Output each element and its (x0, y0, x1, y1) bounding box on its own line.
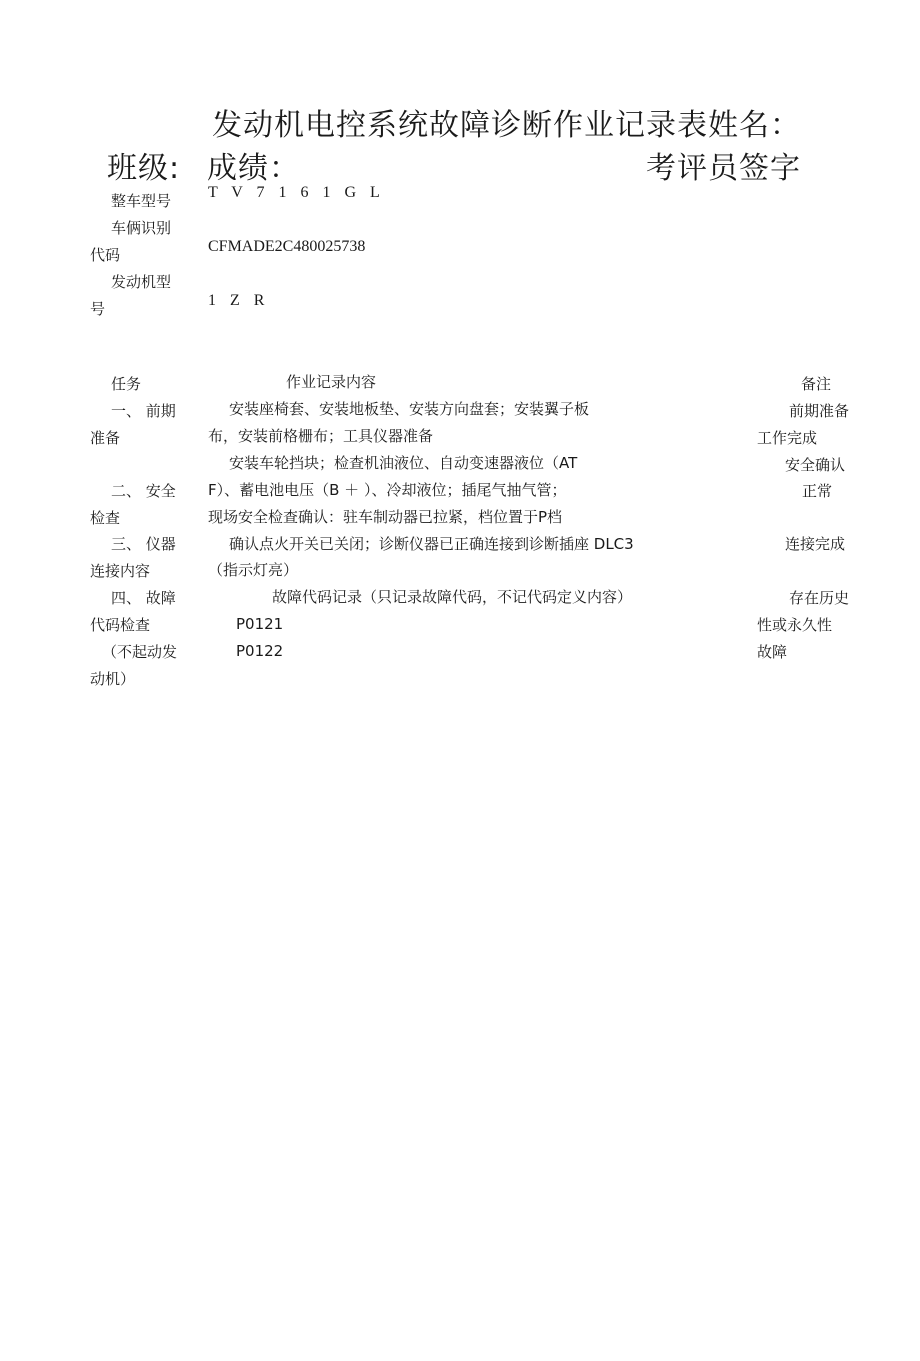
vin-label-line1: 车俩识别 (111, 219, 172, 237)
task-cell-line: （不起动发 (102, 643, 178, 661)
note-cell-line: 故障 (757, 643, 788, 661)
vehicle-model-label: 整车型号 (111, 192, 172, 210)
vin-label-line2: 代码 (90, 246, 121, 264)
note-cell-line: 存在历史 (789, 589, 850, 607)
content-cell-line: 安装座椅套、安装地板垫、安装方向盘套；安装翼子板 (229, 400, 590, 418)
content-cell-line: F）、蓄电池电压（B ＋ ）、冷却液位；插尾气抽气管； (208, 481, 567, 499)
vin-value: CFMADE2C480025738 (208, 238, 366, 255)
table-header-task: 任务 (111, 375, 142, 393)
table-header-content: 作业记录内容 (286, 373, 377, 391)
task-cell-line: 四、 故障 (111, 589, 176, 607)
engine-model-label-line2: 号 (90, 300, 106, 318)
content-cell-line: （指示灯亮） (208, 561, 299, 579)
task-cell-line: 动机） (90, 670, 136, 688)
task-cell-line: 二、 安全 (111, 482, 176, 500)
note-cell-line: 正常 (802, 482, 833, 500)
class-label: 班级: (107, 151, 181, 186)
content-cell-line: 布，安装前格栅布；工具仪器准备 (208, 427, 434, 445)
score-label: 成绩： (207, 151, 300, 186)
engine-model-value: 1 Z R (208, 292, 270, 309)
note-cell-line: 安全确认 (785, 456, 846, 474)
content-cell-line: 故障代码记录（只记录故障代码，不记代码定义内容） (272, 588, 633, 606)
task-cell-line: 准备 (90, 429, 121, 447)
vehicle-model-value: T V 7 1 6 1 G L (208, 184, 385, 201)
task-cell-line: 三、 仪器 (111, 535, 176, 553)
content-cell-line: 安装车轮挡块；检查机油液位、自动变速器液位（AT (229, 454, 578, 472)
content-cell-line: 确认点火开关已关闭；诊断仪器已正确连接到诊断插座 DLC3 (229, 535, 634, 553)
task-cell-line: 连接内容 (90, 562, 151, 580)
name-label: 姓名： (708, 108, 801, 143)
content-cell-line: 现场安全检查确认：驻车制动器已拉紧，档位置于P档 (208, 508, 563, 526)
task-cell-line: 一、 前期 (111, 402, 176, 420)
table-header-note: 备注 (801, 375, 832, 393)
note-cell-line: 工作完成 (757, 429, 818, 447)
note-cell-line: 连接完成 (785, 535, 846, 553)
engine-model-label-line1: 发动机型 (111, 273, 172, 291)
page-title: 发动机电控系统故障诊断作业记录表 (212, 108, 708, 143)
fault-code: P0121 (236, 615, 284, 633)
examiner-signature-label: 考评员签字 (646, 151, 801, 186)
task-cell-line: 代码检查 (90, 616, 151, 634)
note-cell-line: 前期准备 (789, 402, 850, 420)
task-cell-line: 检查 (90, 509, 121, 527)
note-cell-line: 性或永久性 (757, 616, 833, 634)
fault-code: P0122 (236, 642, 284, 660)
